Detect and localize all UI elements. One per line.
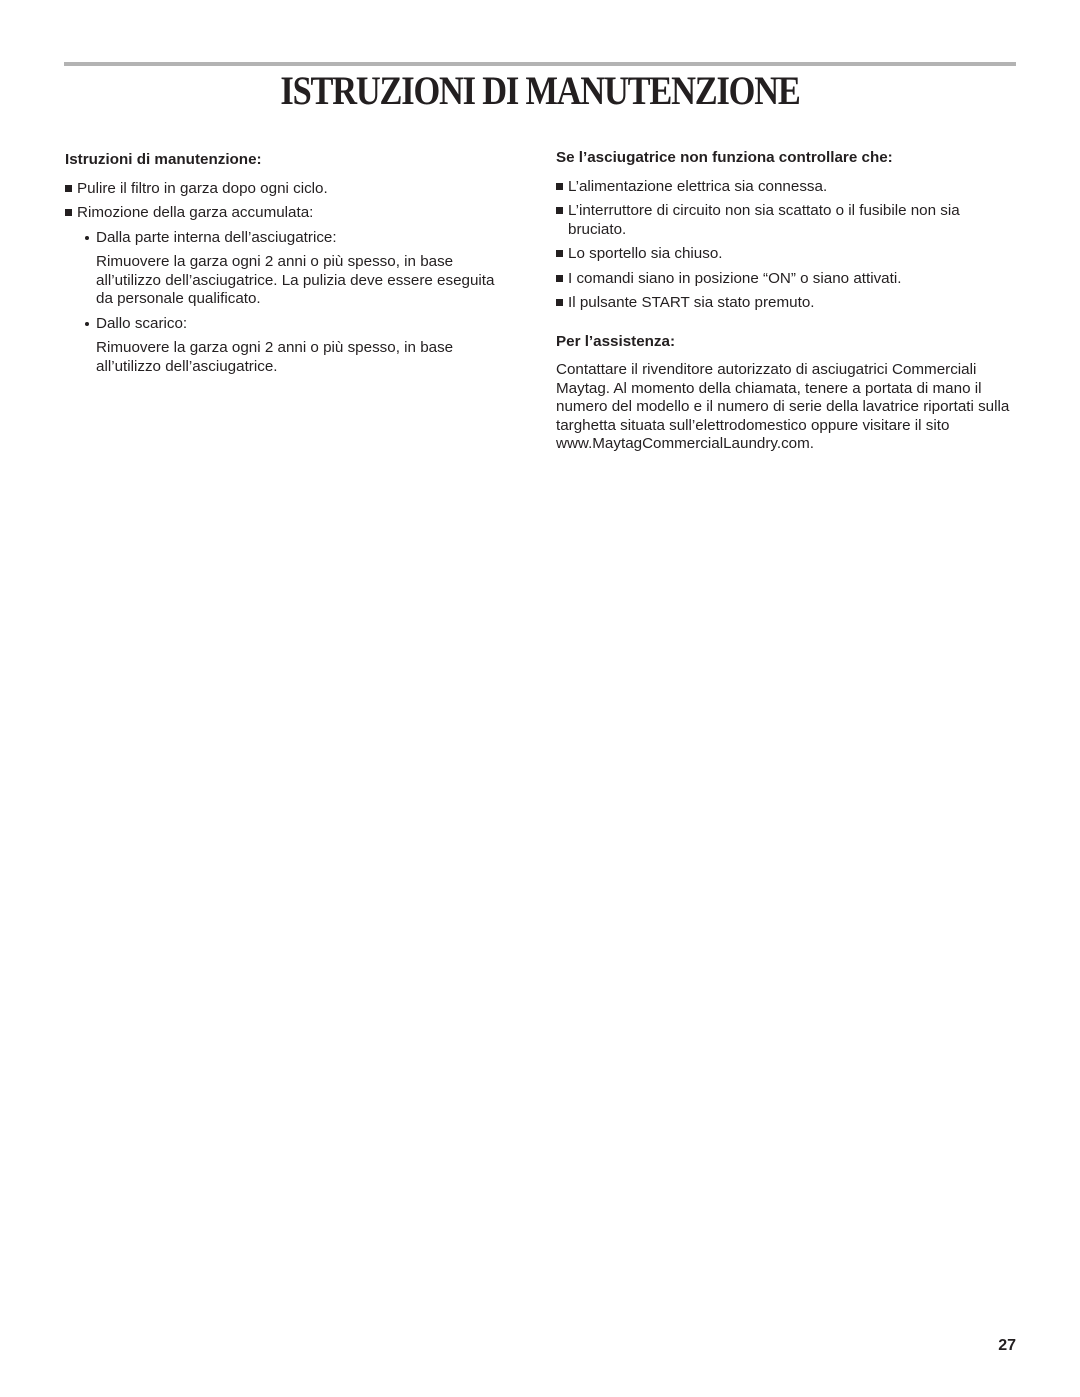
troubleshooting-heading: Se l’asciugatrice non funziona controllare che: xyxy=(556,149,893,166)
square-bullet-icon xyxy=(65,185,72,192)
sub-list-item xyxy=(65,315,515,334)
list-item xyxy=(556,202,1016,239)
page-title: ISTRUZIONI DI MANUTENZIONE xyxy=(280,68,800,113)
square-bullet-icon xyxy=(556,207,563,214)
page-number: 27 xyxy=(998,1337,1016,1354)
list-item xyxy=(556,270,1016,289)
right-column xyxy=(556,149,1016,454)
bullet-dot-icon xyxy=(85,322,89,326)
list-item xyxy=(556,178,1016,197)
list-item xyxy=(556,245,1016,264)
sub-list-item xyxy=(65,229,515,248)
list-item-text: Lo sportello sia chiuso. xyxy=(568,245,723,262)
list-item-text: Pulire il filtro in garza dopo ogni ciclo. xyxy=(77,179,328,197)
title-rule xyxy=(64,62,1016,66)
square-bullet-icon xyxy=(65,209,72,216)
square-bullet-icon xyxy=(556,275,563,282)
assistance-heading: Per l’assistenza: xyxy=(556,332,676,350)
list-item-text: L’alimentazione elettrica sia connessa. xyxy=(568,177,828,195)
square-bullet-icon xyxy=(556,299,563,306)
list-item xyxy=(65,204,515,223)
list-item-text: Il pulsante START sia stato premuto. xyxy=(568,294,815,311)
list-item-text: I comandi siano in posizione “ON” o siano attivati. xyxy=(568,269,902,287)
square-bullet-icon xyxy=(556,250,563,257)
list-item xyxy=(65,180,515,199)
sub-list-label: Dalla parte interna dell’asciugatrice: xyxy=(96,228,337,246)
sub-list-text: Rimuovere la garza ogni 2 anni o più spesso, in base all’utilizzo dell’asciugatrice. La pulizia deve essere eseguita da personale qualificato. xyxy=(96,253,495,307)
assistance-text: Contattare il rivenditore autorizzato di asciugatrici Commerciali Maytag. Al momento della chiamata, tenere a portata di mano il numero del modello e il numero di serie della lavatrice riportati sulla targhetta situata sull’elettrodomestico oppure visitare il sito www.MaytagCommercialLaundry.com. xyxy=(556,361,1010,452)
list-item-text: Rimozione della garza accumulata: xyxy=(77,204,314,221)
bullet-dot-icon xyxy=(85,236,89,240)
spacer xyxy=(556,319,1016,333)
list-item-text: L’interruttore di circuito non sia scattato o il fusibile non sia bruciato. xyxy=(568,202,960,238)
list-item xyxy=(556,294,1016,313)
square-bullet-icon xyxy=(556,183,563,190)
sub-list-text: Rimuovere la garza ogni 2 anni o più spesso, in base all’utilizzo dell’asciugatrice. xyxy=(96,339,454,375)
sub-list-label: Dallo scarico: xyxy=(96,314,188,332)
left-column xyxy=(65,151,515,382)
maintenance-heading: Istruzioni di manutenzione: xyxy=(65,151,262,168)
